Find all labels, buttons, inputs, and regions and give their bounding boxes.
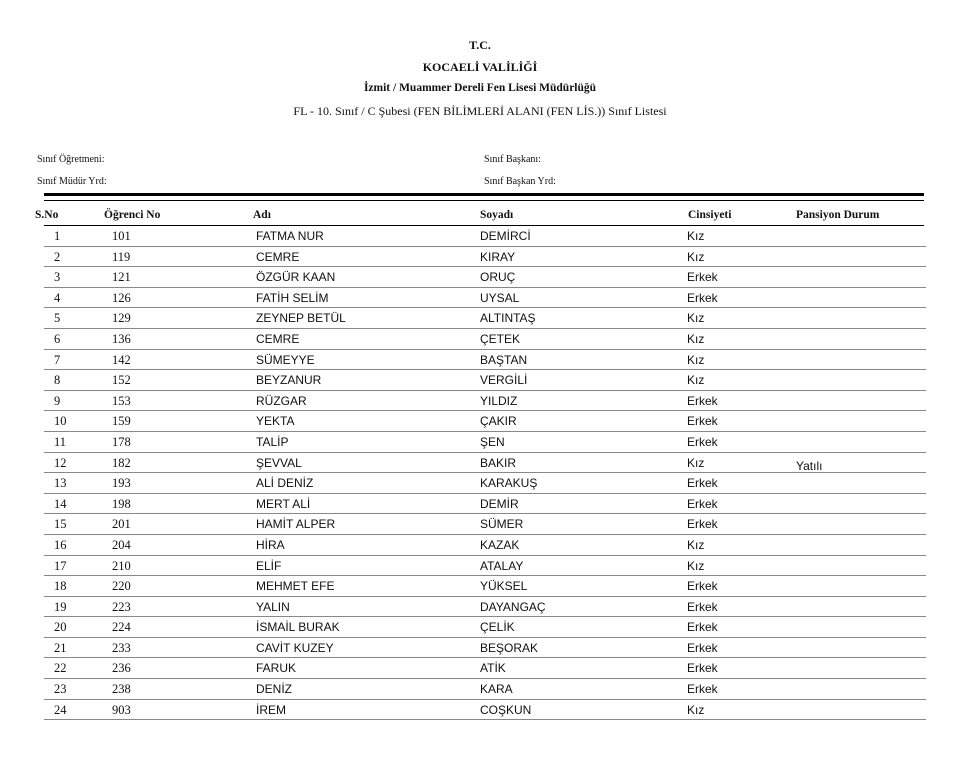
header-divider-thin bbox=[44, 200, 924, 201]
table-row bbox=[44, 679, 926, 700]
cell-surname: KARAKUŞ bbox=[480, 476, 538, 491]
cell-student-no: 223 bbox=[112, 599, 131, 614]
cell-surname: COŞKUN bbox=[480, 702, 532, 717]
cell-sno: 8 bbox=[54, 373, 61, 388]
cell-name: MEHMET EFE bbox=[256, 579, 335, 594]
cell-sno: 4 bbox=[54, 290, 61, 305]
cell-boarding: Yatılı bbox=[796, 458, 823, 473]
cell-gender: Erkek bbox=[687, 476, 718, 491]
table-row bbox=[44, 308, 926, 329]
cell-student-no: 182 bbox=[112, 455, 131, 470]
cell-sno: 22 bbox=[54, 661, 67, 676]
cell-student-no: 152 bbox=[112, 373, 131, 388]
cell-surname: SÜMER bbox=[480, 517, 524, 532]
cell-sno: 13 bbox=[54, 476, 67, 491]
cell-name: HAMİT ALPER bbox=[256, 517, 336, 532]
cell-name: İREM bbox=[256, 702, 286, 717]
cell-gender: Erkek bbox=[687, 682, 718, 697]
table-row bbox=[44, 411, 926, 432]
table-row bbox=[44, 370, 926, 391]
cell-surname: YÜKSEL bbox=[480, 579, 528, 594]
cell-sno: 18 bbox=[54, 579, 67, 594]
col-header-gender: Cinsiyeti bbox=[688, 209, 732, 221]
cell-gender: Kız bbox=[687, 311, 705, 326]
cell-student-no: 136 bbox=[112, 331, 131, 346]
cell-gender: Erkek bbox=[687, 640, 718, 655]
cell-sno: 12 bbox=[54, 455, 67, 470]
table-row bbox=[44, 576, 926, 597]
cell-name: ELİF bbox=[256, 558, 282, 573]
cell-surname: ÇAKIR bbox=[480, 414, 517, 429]
cell-name: İSMAİL BURAK bbox=[256, 620, 340, 635]
cell-name: TALİP bbox=[256, 434, 289, 449]
table-row bbox=[44, 597, 926, 618]
cell-student-no: 129 bbox=[112, 311, 131, 326]
cell-name: FATİH SELİM bbox=[256, 290, 329, 305]
cell-name: FARUK bbox=[256, 661, 297, 676]
cell-name: HİRA bbox=[256, 537, 285, 552]
col-header-student-no: Öğrenci No bbox=[104, 209, 161, 221]
cell-student-no: 101 bbox=[112, 229, 131, 243]
table-row bbox=[44, 453, 926, 474]
cell-name: CEMRE bbox=[256, 249, 300, 264]
cell-sno: 15 bbox=[54, 517, 67, 532]
col-header-boarding: Pansiyon Durum bbox=[796, 209, 880, 221]
cell-sno: 14 bbox=[54, 496, 67, 511]
header-divider-thick bbox=[44, 193, 924, 196]
cell-sno: 9 bbox=[54, 393, 61, 408]
header-tc: T.C. bbox=[469, 38, 491, 52]
cell-name: CEMRE bbox=[256, 331, 300, 346]
cell-student-no: 153 bbox=[112, 393, 131, 408]
cell-name: MERT ALİ bbox=[256, 496, 311, 511]
table-row bbox=[44, 226, 926, 247]
cell-surname: BEŞORAK bbox=[480, 640, 539, 655]
teacher-label: Sınıf Öğretmeni: bbox=[37, 154, 105, 165]
cell-surname: DEMİR bbox=[480, 496, 519, 511]
cell-gender: Erkek bbox=[687, 620, 718, 635]
cell-student-no: 220 bbox=[112, 579, 131, 594]
table-row bbox=[44, 247, 926, 268]
cell-student-no: 224 bbox=[112, 620, 131, 635]
cell-name: YALIN bbox=[256, 599, 290, 614]
cell-student-no: 238 bbox=[112, 682, 131, 697]
cell-sno: 10 bbox=[54, 414, 67, 429]
cell-gender: Kız bbox=[687, 373, 705, 388]
student-table-body bbox=[44, 226, 926, 720]
cell-gender: Kız bbox=[687, 537, 705, 552]
cell-student-no: 142 bbox=[112, 352, 131, 367]
cell-student-no: 903 bbox=[112, 702, 131, 717]
cell-student-no: 119 bbox=[112, 249, 131, 264]
table-row bbox=[44, 658, 926, 679]
cell-surname: BAŞTAN bbox=[480, 352, 528, 367]
cell-gender: Erkek bbox=[687, 661, 718, 676]
col-header-surname: Soyadı bbox=[480, 209, 514, 221]
cell-sno: 11 bbox=[54, 434, 67, 449]
cell-sno: 2 bbox=[54, 249, 61, 264]
header-governorship: KOCAELİ VALİLİĞİ bbox=[422, 60, 538, 74]
class-president-label: Sınıf Başkanı: bbox=[484, 154, 541, 165]
cell-gender: Erkek bbox=[687, 434, 718, 449]
cell-surname: ATALAY bbox=[480, 558, 524, 573]
table-row bbox=[44, 267, 926, 288]
cell-sno: 21 bbox=[54, 640, 67, 655]
cell-gender: Erkek bbox=[687, 414, 718, 429]
cell-gender: Kız bbox=[687, 702, 705, 717]
cell-name: ŞEVVAL bbox=[256, 455, 302, 470]
cell-name: SÜMEYYE bbox=[256, 352, 315, 367]
cell-surname: ATİK bbox=[480, 661, 506, 676]
cell-name: CAVİT KUZEY bbox=[256, 640, 334, 655]
cell-name: YEKTA bbox=[256, 414, 295, 429]
cell-sno: 24 bbox=[54, 702, 67, 717]
cell-student-no: 193 bbox=[112, 476, 131, 491]
table-row bbox=[44, 638, 926, 659]
cell-sno: 23 bbox=[54, 682, 67, 697]
cell-sno: 16 bbox=[54, 537, 67, 552]
cell-student-no: 204 bbox=[112, 537, 131, 552]
cell-surname: KARA bbox=[480, 682, 513, 697]
table-row bbox=[44, 391, 926, 412]
cell-gender: Kız bbox=[687, 352, 705, 367]
cell-student-no: 233 bbox=[112, 640, 131, 655]
cell-gender: Erkek bbox=[687, 517, 718, 532]
cell-name: ÖZGÜR KAAN bbox=[256, 270, 336, 285]
vice-principal-label: Sınıf Müdür Yrd: bbox=[37, 176, 107, 187]
cell-name: RÜZGAR bbox=[256, 393, 307, 408]
cell-name: ZEYNEP BETÜL bbox=[256, 311, 346, 326]
table-row bbox=[44, 494, 926, 515]
table-row bbox=[44, 350, 926, 371]
cell-sno: 5 bbox=[54, 311, 61, 326]
cell-sno: 7 bbox=[54, 352, 61, 367]
cell-name: FATMA NUR bbox=[256, 229, 324, 243]
cell-gender: Kız bbox=[687, 229, 705, 243]
cell-name: ALİ DENİZ bbox=[256, 476, 314, 491]
cell-surname: ÇETEK bbox=[480, 331, 521, 346]
cell-gender: Erkek bbox=[687, 290, 718, 305]
table-row bbox=[44, 700, 926, 721]
header-school: İzmit / Muammer Dereli Fen Lisesi Müdürlüğü bbox=[363, 82, 597, 94]
cell-student-no: 236 bbox=[112, 661, 131, 676]
col-header-name: Adı bbox=[253, 209, 271, 221]
cell-surname: ALTINTAŞ bbox=[480, 311, 536, 326]
cell-sno: 3 bbox=[54, 270, 61, 285]
cell-surname: BAKIR bbox=[480, 455, 517, 470]
cell-surname: KIRAY bbox=[480, 249, 516, 264]
cell-gender: Kız bbox=[687, 249, 705, 264]
cell-gender: Kız bbox=[687, 558, 705, 573]
table-row bbox=[44, 535, 926, 556]
cell-student-no: 121 bbox=[112, 270, 131, 285]
cell-surname: ÇELİK bbox=[480, 620, 515, 635]
cell-sno: 1 bbox=[54, 229, 61, 243]
cell-surname: YILDIZ bbox=[480, 393, 518, 408]
table-row bbox=[44, 473, 926, 494]
cell-student-no: 159 bbox=[112, 414, 131, 429]
cell-gender: Kız bbox=[687, 331, 705, 346]
cell-surname: KAZAK bbox=[480, 537, 520, 552]
table-row bbox=[44, 514, 926, 535]
cell-student-no: 178 bbox=[112, 434, 131, 449]
table-row bbox=[44, 617, 926, 638]
cell-surname: ŞEN bbox=[480, 434, 505, 449]
table-row bbox=[44, 432, 926, 453]
cell-student-no: 201 bbox=[112, 517, 131, 532]
header-class-list-title: FL - 10. Sınıf / C Şubesi (FEN BİLİMLERİ ALANI (FEN LİS.)) Sınıf Listesi bbox=[293, 104, 667, 118]
cell-surname: DAYANGAÇ bbox=[480, 599, 546, 614]
table-row bbox=[44, 556, 926, 577]
cell-name: BEYZANUR bbox=[256, 373, 322, 388]
cell-gender: Erkek bbox=[687, 393, 718, 408]
table-row bbox=[44, 329, 926, 350]
cell-gender: Erkek bbox=[687, 579, 718, 594]
cell-name: DENİZ bbox=[256, 682, 292, 697]
table-row bbox=[44, 288, 926, 309]
vice-president-label: Sınıf Başkan Yrd: bbox=[484, 176, 556, 187]
cell-surname: UYSAL bbox=[480, 290, 520, 305]
cell-gender: Erkek bbox=[687, 270, 718, 285]
cell-surname: VERGİLİ bbox=[480, 373, 528, 388]
col-header-sno: S.No bbox=[35, 209, 59, 221]
cell-sno: 6 bbox=[54, 331, 61, 346]
cell-surname: ORUÇ bbox=[480, 270, 516, 285]
cell-sno: 19 bbox=[54, 599, 67, 614]
cell-gender: Kız bbox=[687, 455, 705, 470]
cell-student-no: 126 bbox=[112, 290, 131, 305]
cell-student-no: 210 bbox=[112, 558, 131, 573]
cell-surname: DEMİRCİ bbox=[480, 229, 531, 243]
cell-sno: 20 bbox=[54, 620, 67, 635]
cell-gender: Erkek bbox=[687, 599, 718, 614]
cell-sno: 17 bbox=[54, 558, 67, 573]
cell-student-no: 198 bbox=[112, 496, 131, 511]
cell-gender: Erkek bbox=[687, 496, 718, 511]
